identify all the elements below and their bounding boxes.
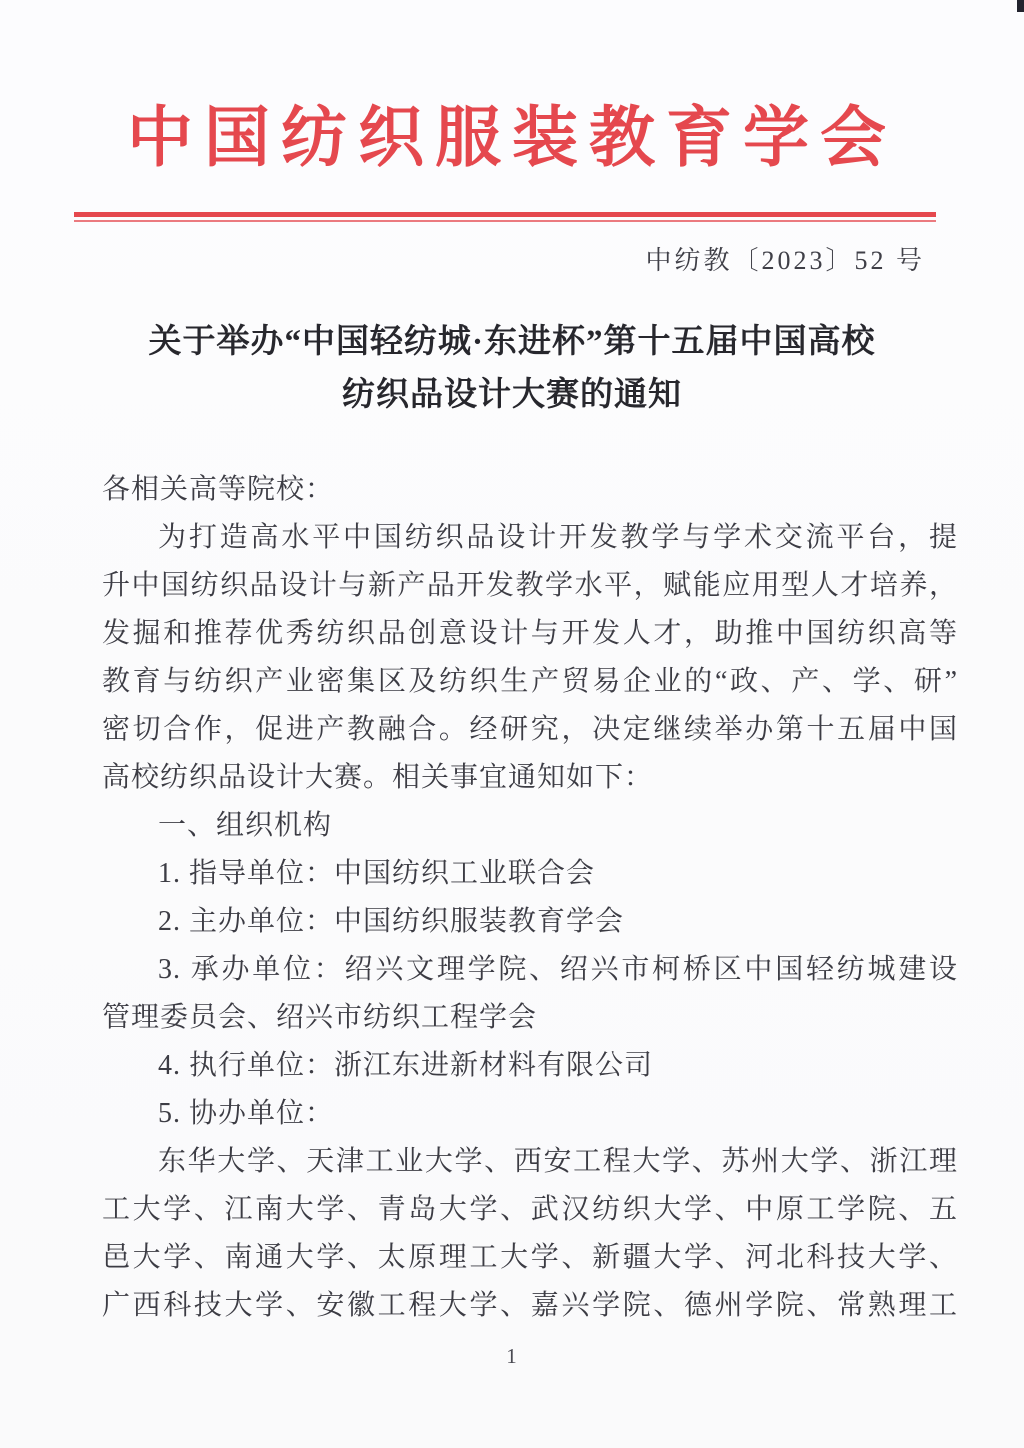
notice-title-line1: 关于举办“中国轻纺城·东进杯”第十五届中国高校: [148, 324, 876, 360]
body-line: 升中国纺织品设计与新产品开发教学水平，赋能应用型人才培养，: [102, 570, 958, 601]
divider-thin-line: [74, 220, 936, 222]
body-line: 2. 主办单位：中国纺织服装教育学会: [158, 906, 625, 937]
body-line: 发掘和推荐优秀纺织品创意设计与开发人才，助推中国纺织高等: [102, 618, 958, 649]
body-text: [102, 466, 958, 1330]
body-line: 1. 指导单位：中国纺织工业联合会: [158, 858, 596, 889]
body-line: 工大学、江南大学、青岛大学、武汉纺织大学、中原工学院、五: [102, 1194, 958, 1225]
body-line: 广西科技大学、安徽工程大学、嘉兴学院、德州学院、常熟理工: [102, 1290, 958, 1321]
letterhead-divider: [74, 212, 936, 222]
divider-thick-line: [74, 212, 936, 217]
document-number: 中纺教〔2023〕52 号: [645, 246, 925, 275]
body-line: 为打造高水平中国纺织品设计开发教学与学术交流平台，提: [158, 522, 958, 553]
notice-title: [0, 316, 1024, 422]
body-line: 东华大学、天津工业大学、西安工程大学、苏州大学、浙江理: [158, 1146, 958, 1177]
notice-title-line2: 纺织品设计大赛的通知: [342, 377, 682, 413]
body-line: 一、组织机构: [158, 810, 333, 841]
body-line: 教育与纺织产业密集区及纺织生产贸易企业的“政、产、学、研”: [102, 666, 958, 697]
body-line: 5. 协办单位：: [158, 1098, 335, 1129]
letterhead-org-name: 中国纺织服装教育学会: [127, 102, 897, 175]
body-line: 高校纺织品设计大赛。相关事宜通知如下：: [102, 762, 654, 793]
body-line: 邑大学、南通大学、太原理工大学、新疆大学、河北科技大学、: [102, 1242, 958, 1273]
body-line: 各相关高等院校：: [102, 474, 335, 505]
body-line: 密切合作，促进产教融合。经研究，决定继续举办第十五届中国: [102, 714, 958, 745]
body-line: 3. 承办单位：绍兴文理学院、绍兴市柯桥区中国轻纺城建设: [158, 954, 958, 985]
page-number: 1: [506, 1344, 518, 1368]
body-line: 4. 执行单位：浙江东进新材料有限公司: [158, 1050, 654, 1081]
scan-artifact: [1017, 0, 1024, 12]
body-line: 管理委员会、绍兴市纺织工程学会: [102, 1002, 538, 1033]
